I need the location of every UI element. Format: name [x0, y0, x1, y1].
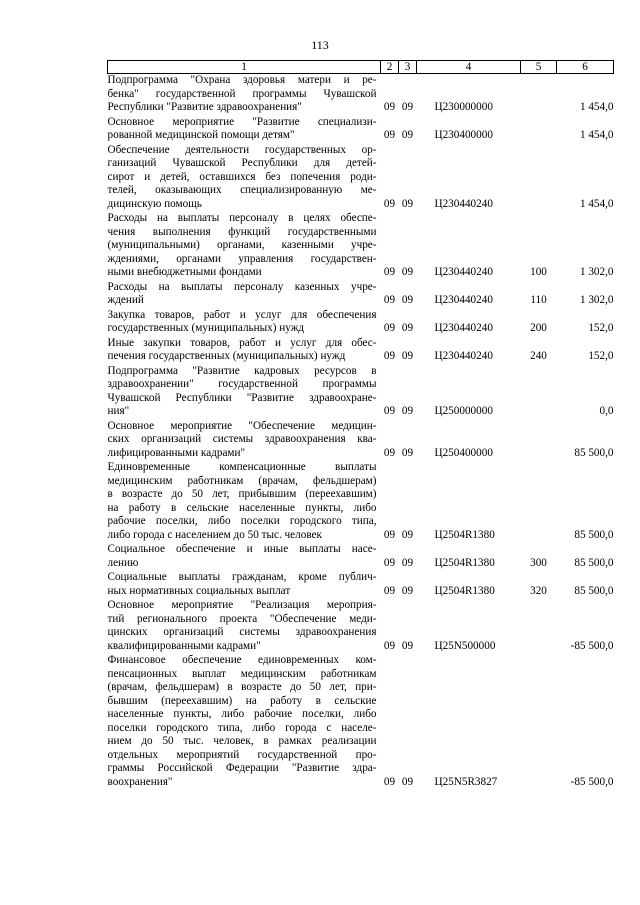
row-target-article: Ц230440240	[434, 322, 493, 334]
row-amount: -85 500,0	[570, 775, 614, 788]
row-target-article: Ц230440240	[434, 294, 493, 306]
row-amount: 152,0	[588, 322, 614, 334]
row-description: Единовременные компенсационные выплаты медицинским работникам (врачам, фельдшерам) в возрасте до 50 лет, прибывшим (переехавшим) на работу в сельские населенные пункты, либо рабочие поселки, либо поселки городского типа, либо города с населением до 50 тыс. человек	[107, 461, 377, 541]
table-row	[108, 212, 614, 281]
row-section: 09	[383, 775, 396, 788]
row-expense-type	[521, 365, 557, 420]
row-description: Социальное обеспечение и иные выплаты насе- лению	[107, 543, 377, 569]
row-amount: 1 302,0	[579, 294, 614, 306]
row-amount: 1 302,0	[579, 266, 614, 278]
row-target-article: Ц230440240	[434, 350, 493, 362]
row-section: 09	[383, 294, 396, 306]
row-expense-type: 240	[530, 350, 547, 362]
row-expense-type	[521, 461, 557, 543]
row-amount: 1 454,0	[579, 101, 614, 113]
row-subsection: 09	[401, 556, 414, 569]
row-subsection: 09	[401, 350, 414, 362]
row-description: Расходы на выплаты персоналу казенных учре- ждений	[107, 280, 377, 306]
row-expense-type	[521, 599, 557, 654]
row-amount: 152,0	[588, 350, 614, 362]
column-header: 5	[521, 61, 557, 74]
row-description: Расходы на выплаты персоналу в целях обеспе- чения выполнения функций государственными (муниципальными) органами, казенными учре- ждениями, органами управления государствен- ными внебюджетными фондами	[107, 212, 377, 278]
row-target-article: Ц25N5R3827	[434, 775, 498, 788]
row-expense-type: 300	[530, 556, 547, 569]
row-subsection: 09	[401, 101, 414, 113]
row-expense-type: 110	[530, 294, 547, 306]
row-subsection: 09	[401, 294, 414, 306]
row-amount: 85 500,0	[574, 584, 614, 597]
row-section: 09	[383, 405, 396, 417]
table-row	[108, 420, 614, 462]
budget-table	[107, 60, 614, 790]
row-target-article: Ц230400000	[434, 129, 493, 141]
row-subsection: 09	[401, 266, 414, 278]
row-description: Подпрограмма "Охрана здоровья матери и ре- бенка" государственной программы Чувашской Республики "Развитие здравоохранения"	[107, 74, 377, 113]
row-subsection: 09	[401, 639, 414, 652]
row-subsection: 09	[401, 446, 414, 459]
row-target-article: Ц2504R1380	[434, 584, 495, 597]
table-row	[108, 74, 614, 116]
row-target-article: Ц230000000	[434, 101, 493, 113]
row-section: 09	[383, 101, 396, 113]
row-amount: 1 454,0	[579, 129, 614, 141]
row-expense-type	[521, 420, 557, 462]
row-expense-type: 320	[530, 584, 547, 597]
row-expense-type	[521, 116, 557, 144]
row-section: 09	[383, 266, 396, 278]
row-subsection: 09	[401, 322, 414, 334]
row-section: 09	[383, 446, 396, 459]
row-target-article: Ц250000000	[434, 405, 493, 417]
row-expense-type	[521, 654, 557, 790]
row-amount: 0,0	[599, 405, 614, 417]
table-row	[108, 599, 614, 654]
row-description: Иные закупки товаров, работ и услуг для обес- печения государственных (муниципальных) нужд	[107, 336, 377, 362]
header-row	[108, 61, 614, 74]
row-target-article: Ц25N500000	[434, 639, 496, 652]
row-amount: 85 500,0	[574, 446, 614, 459]
row-section: 09	[383, 556, 396, 569]
row-target-article: Ц230440240	[434, 197, 493, 210]
row-target-article: Ц250400000	[434, 446, 493, 459]
row-description: Основное мероприятие "Реализация мероприя- тий регионального проекта "Обеспечение меди- цинских организаций системы здравоохранения квалифицированными кадрами"	[107, 599, 377, 652]
row-section: 09	[383, 350, 396, 362]
table-row	[108, 571, 614, 599]
table-row	[108, 461, 614, 543]
table-row	[108, 337, 614, 365]
row-section: 09	[383, 197, 396, 210]
row-description: Закупка товаров, работ и услуг для обеспечения государственных (муниципальных) нужд	[107, 308, 377, 334]
row-amount: -85 500,0	[570, 639, 614, 652]
row-description: Финансовое обеспечение единовременных ком- пенсационных выплат медицинским работникам (врачам, фельдшерам) в возрасте до 50 лет, при- бывшим (переехавшим) на работу в сельские населенные пункты, либо рабочие поселки, либо поселки городского типа, либо города с населе- нием до 50 тыс. человек, в рамках реализации отдельных мероприятий государственной про- граммы Российской Федерации "Развитие здра- воохранения"	[107, 654, 377, 788]
page-number: 113	[311, 38, 329, 52]
table-row	[108, 654, 614, 790]
row-expense-type: 100	[530, 266, 547, 278]
row-subsection: 09	[401, 405, 414, 417]
row-description: Основное мероприятие "Обеспечение медицин- ских организаций системы здравоохранения ква- лифицированными кадрами"	[107, 419, 377, 459]
row-target-article: Ц2504R1380	[434, 556, 495, 569]
row-expense-type	[521, 144, 557, 213]
row-amount: 85 500,0	[574, 528, 614, 541]
column-header: 1	[108, 61, 381, 74]
row-description: Основное мероприятие "Развитие специализи- рованной медицинской помощи детям"	[107, 115, 377, 141]
row-description: Подпрограмма "Развитие кадровых ресурсов в здравоохранении" государственной программы Чувашской Республики "Развитие здравоохране- ния"	[107, 364, 377, 417]
column-header: 6	[557, 61, 614, 74]
row-description: Социальные выплаты гражданам, кроме публич- ных нормативных социальных выплат	[107, 571, 377, 597]
row-expense-type: 200	[530, 322, 547, 334]
row-section: 09	[383, 528, 396, 541]
column-header: 3	[399, 61, 417, 74]
row-target-article: Ц2504R1380	[434, 528, 495, 541]
column-header: 4	[417, 61, 521, 74]
row-subsection: 09	[401, 584, 414, 597]
row-amount: 1 454,0	[579, 197, 614, 210]
row-section: 09	[383, 322, 396, 334]
row-section: 09	[383, 584, 396, 597]
table-row	[108, 309, 614, 337]
row-subsection: 09	[401, 129, 414, 141]
row-section: 09	[383, 129, 396, 141]
row-expense-type	[521, 74, 557, 116]
row-subsection: 09	[401, 528, 414, 541]
row-subsection: 09	[401, 197, 414, 210]
table-row	[108, 281, 614, 309]
column-header: 2	[381, 61, 399, 74]
table-row	[108, 365, 614, 420]
table-row	[108, 116, 614, 144]
table-row	[108, 144, 614, 213]
row-amount: 85 500,0	[574, 556, 614, 569]
row-subsection: 09	[401, 775, 414, 788]
row-section: 09	[383, 639, 396, 652]
table-row	[108, 543, 614, 571]
row-description: Обеспечение деятельности государственных ор- ганизаций Чувашской Республики для детей- сирот и детей, оставшихся без попечения роди- телей, оказывающих специализированную ме- дицинскую помощь	[107, 143, 377, 210]
row-target-article: Ц230440240	[434, 266, 493, 278]
